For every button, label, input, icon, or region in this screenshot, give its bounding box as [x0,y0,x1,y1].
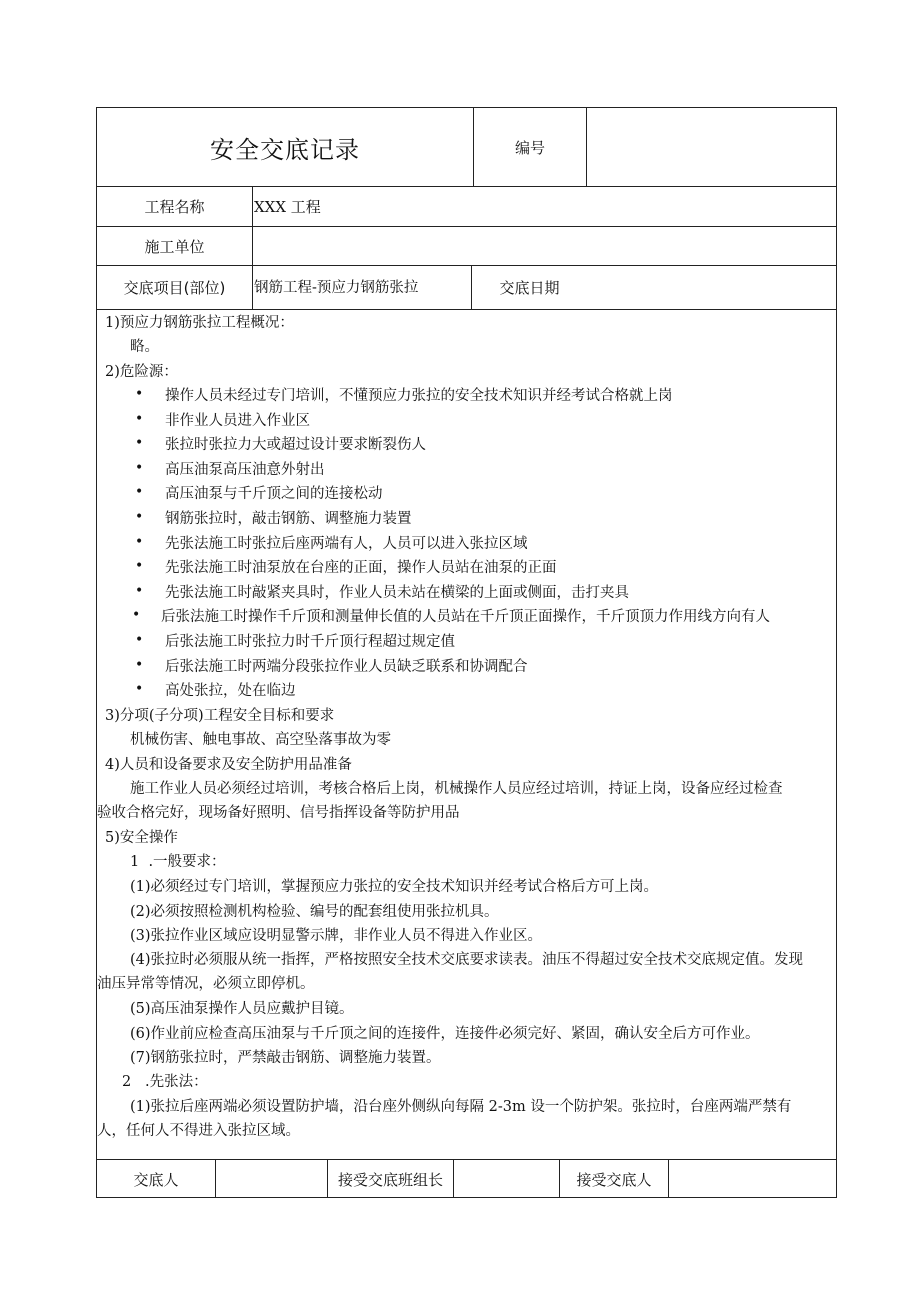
hazard-item: 先张法施工时张拉后座两端有人，人员可以进入张拉区域 [165,535,528,552]
bullet-icon: • [135,656,144,673]
requirement-item: (7)钢筋张拉时，严禁敲击钢筋、调整施力装置。 [130,1050,441,1066]
team-leader-value[interactable] [454,1160,558,1198]
hazard-item: 高压油泵与千斤顶之间的连接松动 [165,486,383,503]
section-4-title: 4)人员和设备要求及安全防护用品准备 [105,757,352,773]
bullet-icon: • [135,582,144,599]
hazard-item: 后张法施工时张拉力时千斤顶行程超过规定值 [165,634,455,650]
bullet-icon: • [135,509,144,525]
project-name-label: 工程名称 [144,198,205,216]
requirement-item: (6)作业前应检查高压油泵与千斤顶之间的连接件，连接件必须完好、紧固，确认安全后方可作业。 [130,1025,760,1042]
pretension-title: 2 .先张法： [122,1074,208,1090]
hazard-item: 后张法施工时操作千斤顶和测量伸长值的人员站在千斤顶正面操作，千斤顶顶力作用线方向有人 [161,609,770,626]
item-4-line-1: (4)张拉时必须服从统一指挥，严格按照安全技术交底要求读表。油压不得超过安全技术交底规定值。发现 [130,952,804,968]
disclosure-content [97,309,836,1159]
bullet-icon: • [135,632,144,648]
hazard-item: 先张法施工时油泵放在台座的正面，操作人员站在油泵的正面 [165,560,557,577]
receiver-label: 接受交底人 [576,1170,652,1189]
discloser-value[interactable] [216,1160,326,1198]
bullet-icon: • [135,386,144,402]
requirement-item: (2)必须按照检测机构检验、编号的配套组使用张拉机具。 [130,903,499,920]
hazard-item: 先张法施工时敲紧夹具时，作业人员未站在横梁的上面或侧面，击打夹具 [165,584,629,601]
hazard-item: 非作业人员进入作业区 [165,412,310,429]
safety-disclosure-form [96,107,837,1198]
construction-unit-value[interactable] [254,227,834,265]
form-title: 安全交底记录 [210,135,360,164]
section-1-text: 略。 [130,339,159,355]
item-label: 交底项目(部位) [123,279,226,297]
date-value[interactable] [589,266,834,309]
bullet-icon: • [135,484,144,501]
bullet-icon: • [135,558,144,575]
general-requirements-title: 1 .一般要求： [130,854,226,870]
discloser-label: 交底人 [133,1170,179,1189]
bullet-icon: • [135,410,144,427]
section-3-text: 机械伤害、触电事故、高空坠落事故为零 [130,732,391,748]
hazard-item: 张拉时张拉力大或超过设计要求断裂伤人 [165,437,426,454]
bullet-icon: • [135,533,144,550]
construction-unit-label: 施工单位 [144,237,205,256]
section-2-title: 2)危险源： [105,364,178,380]
section-5-title: 5)安全操作 [105,830,178,846]
requirement-item: (5)高压油泵操作人员应戴护目镜。 [130,1001,354,1017]
hazard-item: 高处张拉，处在临边 [165,683,296,700]
number-value[interactable] [587,108,837,186]
item-value[interactable]: 钢筋工程-预应力钢筋张拉 [254,279,419,296]
project-name-value[interactable]: XXX 工程 [254,198,321,216]
bullet-icon: • [135,435,144,452]
bullet-icon: • [132,607,141,624]
receiver-value[interactable] [669,1160,836,1198]
pretension-line-2: 人，任何人不得进入张拉区域。 [97,1123,300,1139]
number-label: 编号 [514,138,545,157]
requirement-item: (1)必须经过专门培训，掌握预应力张拉的安全技术知识并经考试合格后方可上岗。 [130,879,659,895]
bullet-icon: • [135,681,144,698]
pretension-line-1: (1)张拉后座两端必须设置防护墙，沿台座外侧纵向每隔 2-3m 设一个防护架。张拉时，台座两端严禁有 [130,1099,792,1115]
hazard-item: 钢筋张拉时，敲击钢筋、调整施力装置 [165,511,412,527]
section-4-line-1: 施工作业人员必须经过培训，考核合格后上岗，机械操作人员应经过培训，持证上岗，设备应经过检查 [130,781,783,797]
section-1-title: 1)预应力钢筋张拉工程概况： [105,315,294,331]
bullet-icon: • [135,459,144,476]
requirement-item: (3)张拉作业区域应设明显警示牌，非作业人员不得进入作业区。 [130,928,543,944]
hazard-item: 后张法施工时两端分段张拉作业人员缺乏联系和协调配合 [165,658,528,675]
hazard-item: 高压油泵高压油意外射出 [165,461,325,478]
date-label: 交底日期 [499,279,560,297]
section-4-line-2: 验收合格完好，现场备好照明、信号指挥设备等防护用品 [97,805,460,821]
team-leader-label: 接受交底班组长 [337,1170,443,1189]
item-4-line-2: 油压异常等情况，必须立即停机。 [97,976,315,992]
section-3-title: 3)分项(子分项)工程安全目标和要求 [105,708,335,724]
hazard-item: 操作人员未经过专门培训，不懂预应力张拉的安全技术知识并经考试合格就上岗 [165,388,673,404]
